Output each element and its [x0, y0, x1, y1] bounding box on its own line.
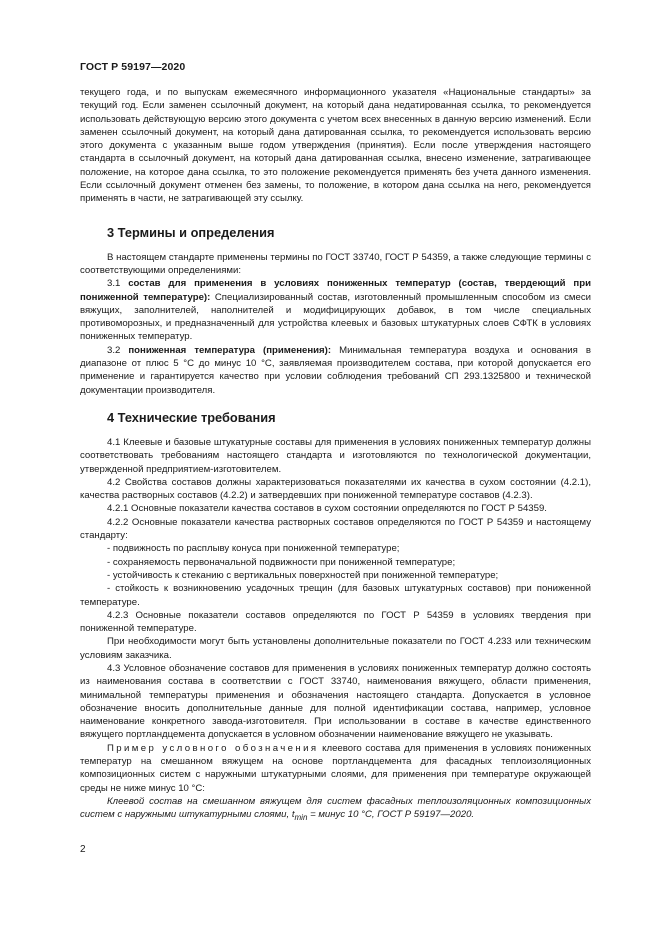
term-3-2-number: 3.2 — [107, 344, 129, 356]
term-3-2-title: пониженная температура (применения): — [128, 344, 332, 356]
term-3-2 — [80, 344, 591, 397]
example-label: Пример условного обозначения — [107, 742, 319, 754]
paragraph-4-2-1: 4.2.1 Основные показатели качества составов в сухом состоянии определяются по ГОСТ Р 54359. — [107, 503, 547, 515]
example-text: клеевого состава для применения в условиях пониженных температур на смешанном вяжущем на основе портландцемента для фасадных теплоизоляционных композиционных систем с наружными штукатурными слоями, для применения при температуре окружающей среды не ниже минус 10 °С: — [80, 742, 591, 794]
section-4-heading: 4 Технические требования — [107, 409, 276, 425]
page-number: 2 — [80, 844, 86, 855]
section-3-heading: 3 Термины и определения — [107, 224, 275, 240]
term-3-1-number: 3.1 — [107, 278, 129, 290]
section-3-lead: В настоящем стандарте применены термины по ГОСТ 33740, ГОСТ Р 54359, а также следующие термины с соответствующими определениями: — [80, 251, 591, 276]
example-designation-text: Клеевой состав на смешанном вяжущем для систем фасадных теплоизоляционных композиционных систем с наружными штукатурными слоями, t — [80, 795, 591, 821]
paragraph-additional-indicators: При необходимости могут быть установлены дополнительные показатели по ГОСТ 4.233 или техническим условиям заказчика. — [80, 636, 591, 661]
document-body — [80, 86, 591, 824]
paragraph-4-3: 4.3 Условное обозначение составов для применения в условиях пониженных температур должно состоять из наименования состава в соответствии с ГОСТ 33740, наименования вяжущего, области применения, минимальной температуры применения и обозначения настоящего стандарта. Допускается в условное обозначение вносить дополнительные данные для полной идентификации состава, например, условное наименование конкретного завода-изготовителя. При использовании в составе в качестве единственного вяжущего портландцемента допускается в условном обозначении наименование вяжущего не указывать. — [80, 662, 591, 741]
example-designation-subscript: min — [294, 813, 308, 823]
paragraph-4-2: 4.2 Свойства составов должны характеризоваться показателями их качества в сухом состоянии (4.2.1), качества растворных составов (4.2.2) и затвердевших при пониженной температуре составов (4.2.3). — [80, 476, 591, 502]
list-item: - сохраняемость первоначальной подвижности при пониженной температуре; — [107, 556, 456, 568]
intro-paragraph: текущего года, и по выпускам ежемесячного информационного указателя «Национальные стандарты» за текущий год. Если заменен ссылочный документ, на который дана недатированная ссылка, то рекомендуется использовать действующую версию этого документа с учетом всех внесенных в данную версию изменений. Если заменен ссылочный документ, на который дана датированная ссылка, то рекомендуется использовать версию этого документа с указанным выше годом утверждения (принятия). Если после утверждения настоящего стандарта в ссылочный документ, на который дана датированная ссылка, внесено изменение, затрагивающее положение, на которое дана ссылка, то это положение рекомендуется применять без учета данного изменения. Если ссылочный документ отменен без замены, то положение, в котором дана ссылка на него, рекомендуется применять в части, не затрагивающей эту ссылку. — [80, 87, 591, 205]
example-designation-tail: = минус 10 °С, ГОСТ Р 59197—2020. — [307, 809, 475, 821]
example-designation — [80, 795, 591, 825]
paragraph-4-2-3: 4.2.3 Основные показатели составов определяются по ГОСТ Р 54359 в условиях твердения при пониженной температуре. — [80, 609, 591, 635]
example-paragraph — [80, 742, 591, 795]
term-3-2-definition: Минимальная температура воздуха и основания в диапазоне от плюс 5 °С до минус 10 °С, заявляемая производителем состава, при которой допускается его применение и гарантируется качество при условии соблюдения требований СП 293.1325800 и технической документации производителя. — [80, 344, 591, 396]
document-header: ГОСТ Р 59197—2020 — [80, 61, 186, 73]
paragraph-4-2-2: 4.2.2 Основные показатели качества растворных составов определяются по ГОСТ Р 54359 и настоящему стандарту: — [80, 516, 591, 542]
term-3-1-title: состав для применения в условиях пониженных температур (состав, твердеющий при пониженной температуре): — [80, 278, 591, 303]
list-item: - устойчивость к стеканию с вертикальных поверхностей при пониженной температуре; — [107, 569, 499, 581]
term-3-1 — [80, 277, 591, 343]
term-3-1-definition: Специализированный состав, изготовленный промышленным способом из смеси вяжущих, заполнителей, наполнителей и модифицирующих добавок, в том числе специальных противоморозных, и предназначенный для устройства клеевых и базовых штукатурных слоев СФТК в условиях пониженных температур. — [80, 291, 592, 343]
list-item: - подвижность по расплыву конуса при пониженной температуре; — [107, 543, 400, 555]
paragraph-4-1: 4.1 Клеевые и базовые штукатурные составы для применения в условиях пониженных температур должны соответствовать требованиям настоящего стандарта и изготовляются по технологической документации, утвержденной предприятием-изготовителем. — [80, 436, 591, 475]
list-item: - стойкость к возникновению усадочных трещин (для базовых штукатурных составов) при пониженной температуре. — [80, 583, 591, 608]
